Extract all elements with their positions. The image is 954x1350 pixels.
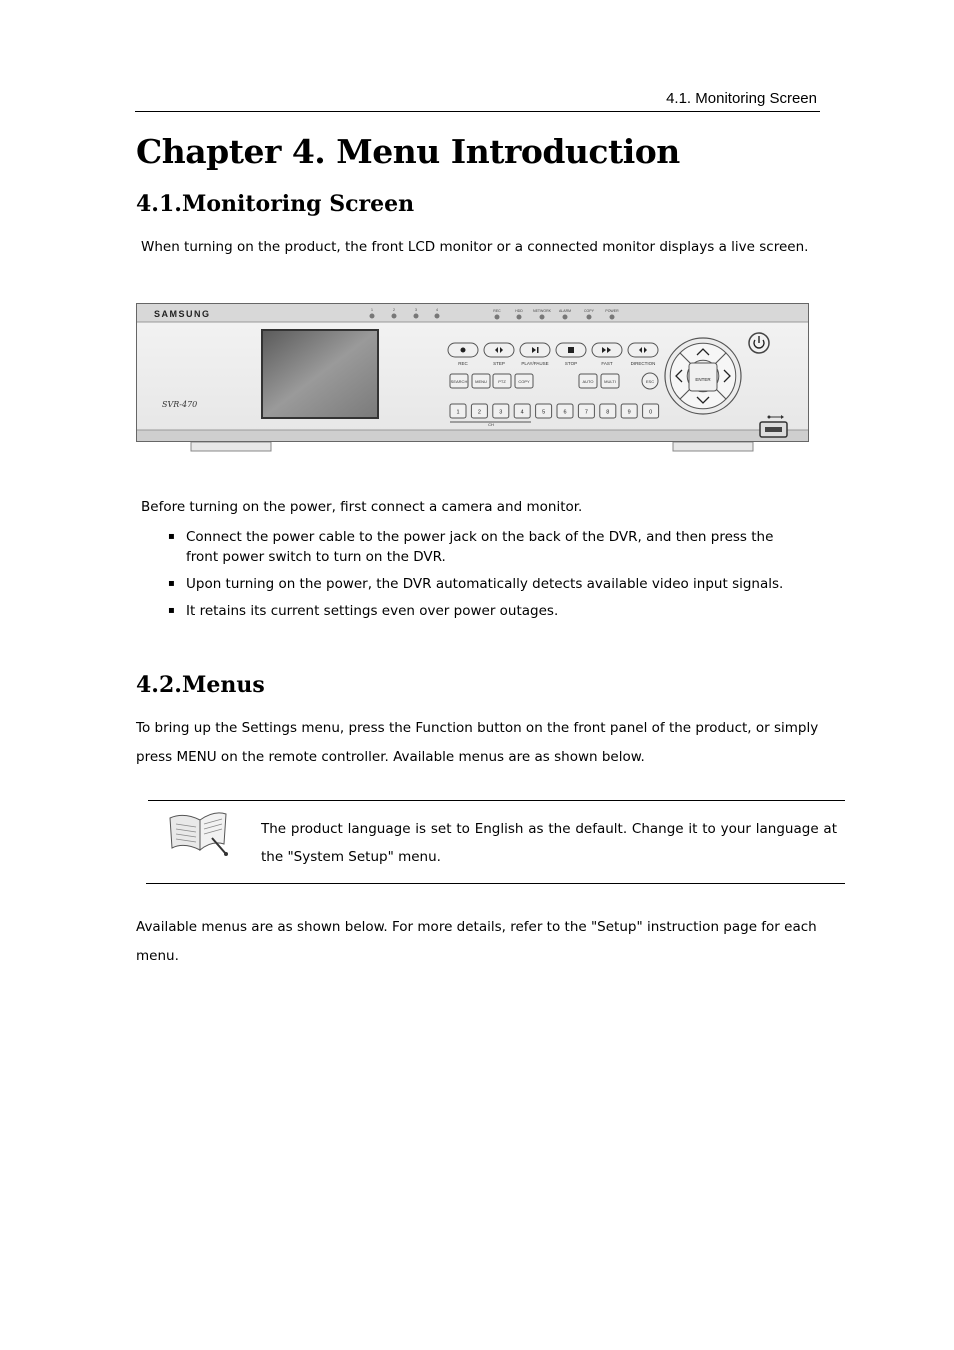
status-led-label: ALARM: [558, 309, 572, 313]
book-note-icon: [168, 808, 232, 858]
status-led-label: NETWORK: [533, 309, 551, 313]
channel-button-label: 2: [477, 409, 481, 416]
channel-button-label: 3: [499, 409, 503, 416]
section-number: 4.1.: [136, 191, 182, 217]
power-bullet-list: [168, 527, 808, 628]
playback-label: REC: [458, 361, 468, 366]
list-item: ▪ Upon turning on the power, the DVR automatically detects available video input signals.: [168, 576, 784, 592]
section-heading-monitoring: [136, 191, 414, 217]
status-led-label: COPY: [584, 309, 594, 313]
menus-intro-line1: To bring up the Settings menu, press the Function button on the front panel of the product, or simply: [136, 720, 819, 736]
lcd-screen: [262, 330, 378, 418]
menus-outro-line2: menu.: [136, 948, 179, 964]
status-led-label: REC: [493, 309, 501, 313]
section-title: Monitoring Screen: [182, 191, 415, 217]
channel-button-label: 9: [627, 409, 631, 416]
navigation-dpad: [665, 338, 741, 414]
playback-label: STEP: [493, 361, 505, 366]
channel-button-label: 4: [520, 409, 524, 416]
note-bottom-rule: [146, 883, 845, 884]
chapter-title: Chapter 4. Menu Introduction: [136, 132, 680, 171]
note-text: The product language is set to English as the default. Change it to your language at the "System Setup" menu.: [261, 821, 837, 865]
power-button-icon: [749, 333, 769, 353]
mode-button-label: AUTO: [582, 379, 594, 384]
bullet-icon: ▪: [168, 531, 175, 542]
channel-button-label: 8: [606, 409, 610, 416]
playback-label: STOP: [564, 361, 578, 366]
before-power-text: Before turning on the power, first connect a camera and monitor.: [141, 499, 583, 515]
dvr-brand: SAMSUNG: [154, 309, 211, 319]
list-item: ▪ It retains its current settings even over power outages.: [168, 603, 559, 619]
channel-led-label: 4: [436, 308, 438, 312]
svg-text:CH: CH: [488, 422, 494, 427]
channel-led-label: 2: [393, 308, 395, 312]
channel-button-label: 7: [584, 409, 588, 416]
menus-outro-line1: Available menus are as shown below. For more details, refer to the "Setup" instruction page for each: [136, 919, 817, 935]
channel-button-label: 5: [542, 409, 546, 416]
channel-led-label: 1: [371, 308, 373, 312]
monitoring-intro: When turning on the product, the front LCD monitor or a connected monitor displays a live screen.: [141, 239, 809, 255]
playback-label: FAST: [601, 361, 613, 366]
channel-button-label: 0: [649, 409, 653, 416]
dvr-model: SVR-470: [162, 400, 198, 409]
channel-button-label: 1: [456, 409, 460, 416]
section-heading-menus: [136, 672, 265, 698]
esc-button-label: ESC: [645, 379, 655, 384]
list-item: ▪ Connect the power cable to the power jack on the back of the DVR, and then press the front power switch to turn on the DVR.: [168, 529, 774, 565]
function-button-label: SEARCH: [450, 379, 468, 384]
function-button-label: MENU: [475, 379, 487, 384]
playback-label: PLAY/PAUSE: [521, 361, 549, 366]
note-top-rule: [148, 800, 845, 801]
menus-intro-line2: press MENU on the remote controller. Available menus are as shown below.: [136, 749, 645, 765]
channel-led-label: 3: [415, 308, 417, 312]
function-button-label: PTZ: [498, 379, 506, 384]
header-divider: [135, 111, 820, 112]
channel-button-label: 6: [563, 409, 567, 416]
dvr-front-panel-image: [136, 303, 809, 455]
svg-text:ENTER: ENTER: [695, 377, 711, 382]
function-button-label: COPY: [518, 379, 530, 384]
playback-label: DIRECTION: [630, 361, 656, 366]
status-led-label: POWER: [605, 309, 619, 313]
bullet-icon: ▪: [168, 578, 175, 589]
section-title: Menus: [182, 672, 265, 698]
bullet-icon: ▪: [168, 605, 175, 616]
mode-button-label: MULTI: [604, 379, 616, 384]
running-header: 4.1. Monitoring Screen: [666, 90, 817, 107]
section-number: 4.2.: [136, 672, 182, 698]
status-led-label: HDD: [515, 309, 523, 313]
